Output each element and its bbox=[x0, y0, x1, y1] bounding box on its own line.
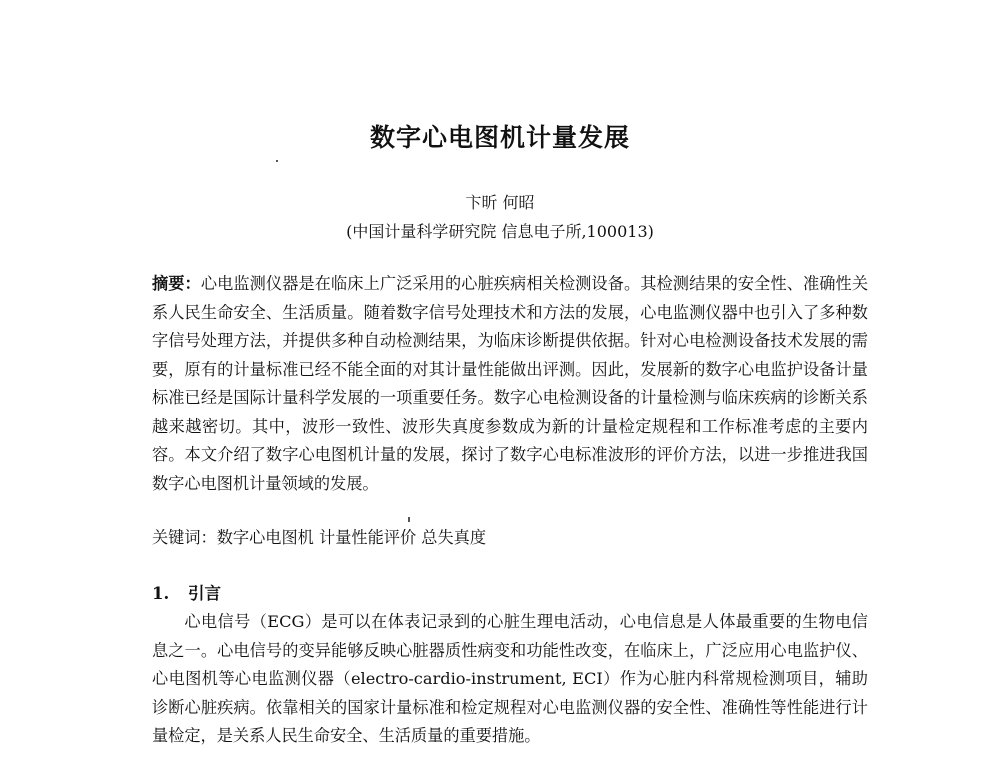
keywords-line: 关键词：数字心电图机 计量性能评价 总失真度 bbox=[152, 528, 487, 547]
introduction-paragraph: 心电信号（ECG）是可以在体表记录到的心脏生理电活动，心电信息是人体最重要的生物电信息之一。心电信号的变异能够反映心脏器质性病变和功能性改变，在临床上，广泛应用心电监护仪、心电图机等心电监测仪器（electro-cardio-instrument, ECI）作为心脏内科常规检测项目，辅助诊断心脏疾病。依靠相关的国家计量标准和检定规程对心电监测仪器的安全性、准确性等性能进行计量检定，是关系人民生命安全、生活质量的重要措施。 bbox=[152, 612, 868, 745]
abstract-text: 心电监测仪器是在临床上广泛采用的心脏疾病相关检测设备。其检测结果的安全性、准确性关系人民生命安全、生活质量。随着数字信号处理技术和方法的发展，心电监测仪器中也引入了多种数字信号处理方法，并提供多种自动检测结果，为临床诊断提供依据。针对心电检测设备技术发展的需要，原有的计量标准已经不能全面的对其计量性能做出评测。因此，发展新的数字心电监护设备计量标准已经是国际计量科学发展的一项重要任务。数字心电检测设备的计量检测与临床疾病的诊断关系越来越密切。其中，波形一致性、波形失真度参数成为新的计量检定规程和工作标准考虑的主要内容。本文介绍了数字心电图机计量的发展，探讨了数字心电标准波形的评价方法，以进一步推进我国数字心电图机计量领域的发展。 bbox=[152, 274, 869, 493]
paper-title: 数字心电图机计量发展 bbox=[369, 123, 630, 152]
paper-affiliation: (中国计量科学研究院 信息电子所,100013) bbox=[346, 222, 654, 241]
abstract-paragraph bbox=[152, 270, 868, 498]
scan-speck bbox=[408, 517, 410, 522]
scan-speck bbox=[276, 160, 278, 162]
abstract-label: 摘要： bbox=[152, 274, 201, 293]
section-number: 1. bbox=[152, 584, 170, 603]
paper-authors: 卞昕 何昭 bbox=[465, 193, 535, 212]
section-title: 引言 bbox=[188, 584, 221, 603]
section-heading-introduction bbox=[152, 580, 221, 604]
